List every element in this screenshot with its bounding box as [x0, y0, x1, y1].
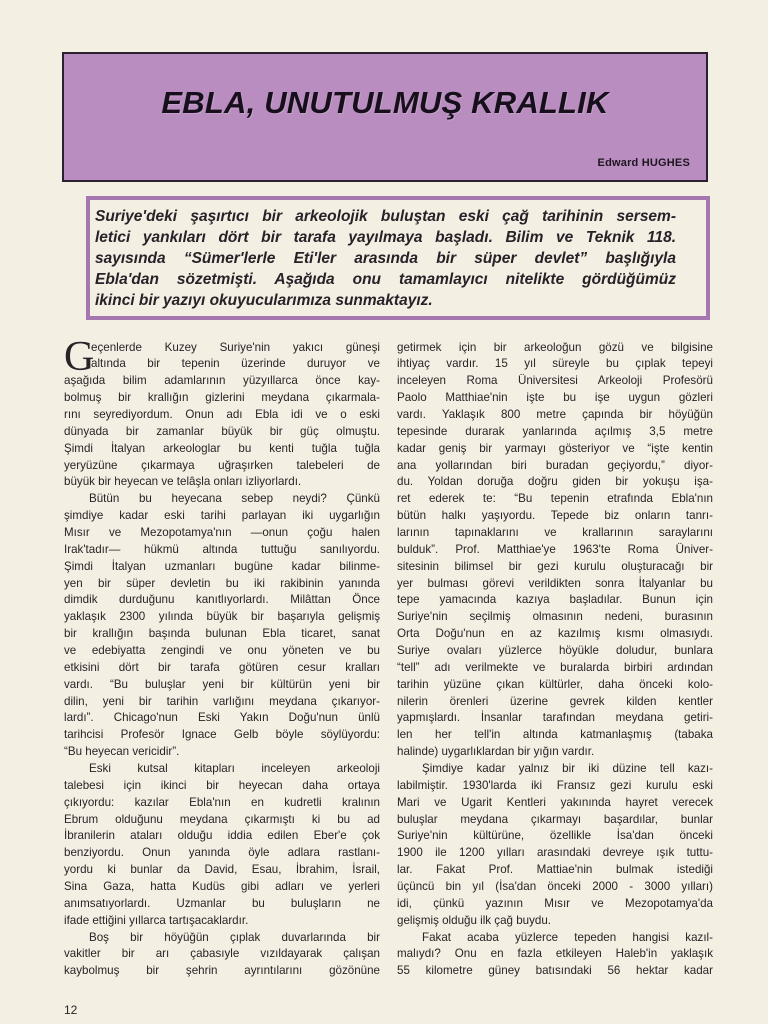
body-line: Boş bir höyüğün çıplak duvarlarında bir	[89, 930, 380, 944]
body-line: yen bir süper devletin bu iki rakibinin yanında	[64, 576, 380, 590]
body-line: larının tapınaklarını ve krallarının saraylarını	[397, 525, 713, 539]
body-line: Suriye ovaları yüzlerce höyükle doludur, bunlara	[397, 643, 713, 657]
body-line: tarihin yüzüne çıkan kültürler, daha önceki kolo-	[397, 677, 713, 691]
body-line: bütün halkı yaşıyordu. Tepede biz onların tanrı-	[397, 509, 713, 523]
body-line: Paolo Matthiae'nin işte bu işe uygun gözleri	[397, 391, 713, 405]
body-line: Mısır ve Mezopotamya'nın —onun çoğu halen	[64, 525, 380, 539]
body-line: aşağıda bilim adamlarının yüzyıllarca önce kay-	[64, 374, 380, 388]
body-line: benziyordu. Onun yanında öyle adlara rastlanı-	[64, 846, 380, 860]
body-line: anımsatıyorlardı. Uzmanlar bu buluşların ne	[64, 896, 380, 910]
body-line: gelişmiş olduğu ilk çağ buydu.	[397, 913, 552, 927]
body-line: du. Yoldan doruğa doğru giden bir yokuşu işa-	[397, 475, 713, 489]
body-line: Mari ve Ugarit Kentleri yakınında hayret verecek	[397, 795, 713, 809]
page-number: 12	[64, 1003, 78, 1017]
body-line: buluşlar meydana çıkarmayı başardılar, bunlar	[397, 812, 713, 826]
body-line: etkisini dört bir tarafa götüren cesur kralları	[64, 660, 380, 674]
body-line: ihtiyaç vardır. 15 yıl süreyle bu çıplak tepeyi	[397, 357, 713, 371]
body-line: Şimdiye kadar yalnız bir iki düzine tell kazı-	[422, 761, 713, 775]
body-line: eçenlerde Kuzey Suriye'nin yakıcı güneşi	[91, 340, 380, 354]
body-line: vakitler bir arı çabasıyle vızıldayarak çalışan	[64, 947, 380, 961]
body-line: tepesinde durarak yanlarında açılmış 3,5 metre	[397, 424, 713, 438]
intro-line: Suriye'deki şaşırtıcı bir arkeolojik buluştan eski çağ tarihinin sersem-	[95, 207, 676, 225]
body-line: bolmuş bir krallığın gizlerini meydana çıkarmala-	[64, 391, 380, 405]
body-line: labilmiştir. 1930'larda iki Fransız gezi kurulu eski	[397, 778, 713, 792]
body-line: Eski kutsal kitapları inceleyen arkeoloji	[89, 761, 380, 775]
body-line: getirmek için bir arkeoloğun gözü ve bilgisine	[397, 340, 713, 354]
body-line: ret ederek te: “Bu tepenin etrafında Ebla'nın	[397, 492, 713, 506]
body-line: idi, çünkü yazının Mısır ve Mezopotamya'da	[397, 896, 713, 910]
body-line: Ebrum olduğunu meydana çıkarmıştı ki bu ad	[64, 812, 380, 826]
body-line: Fakat acaba yüzlerce tepeden hangisi kazıl-	[422, 930, 713, 944]
body-line: nilerin örenleri üzerine gevrek kilden kentler	[397, 694, 713, 708]
title-banner	[62, 52, 708, 182]
body-line: tarihcisi Profesör Ignace Gelb böyle söylüyordu:	[64, 728, 380, 742]
body-line: Suriye'nin kültürüne, özellikle İsa'dan önceki	[397, 829, 713, 843]
body-line: halinde) uygarlıklardan bir yığın vardır.	[397, 745, 595, 759]
body-line: inceleyen Roma Üniversitesi Arkeoloji Profesörü	[397, 374, 713, 388]
body-line: lardı”. Chicago'nun Eski Yakın Doğu'nun ünlü	[64, 711, 380, 725]
intro-line: Ebla'dan sözetmişti. Aşağıda onu tamamlayıcı nitelikte gördüğümüz	[95, 270, 676, 288]
body-line: yaklaşık 2300 yılında büyük bir başarıyla gelişmiş	[64, 610, 380, 624]
body-line: talebesi için ikinci bir heyecan daha ortaya	[64, 778, 380, 792]
body-line: bir krallığın başında bulunan Ebla ticaret, sanat	[64, 627, 380, 641]
body-line: kaybolmuş bir şehrin ayrıntılarını gözönüne	[64, 964, 380, 978]
body-line: büyük bir heyecan ve telâşla onları izliyorlardı.	[64, 475, 302, 489]
body-line: dilin, yeni bir tarihin varlığını meydana çıkarıyor-	[64, 694, 380, 708]
intro-line: sayısında “Sümer'lerle Eti'ler arasında bir süper devlet” başlığıyla	[95, 249, 676, 267]
body-line: İbranilerin ataları olduğu iddia edilen Eber'e çok	[64, 829, 380, 843]
article-column-right	[397, 340, 713, 981]
intro-line: ikinci bir yazıyı okuyucularımıza sunmaktayız.	[95, 291, 433, 309]
body-line: dünyada bir zamanlar büyük bir güç olmuştu.	[64, 424, 380, 438]
body-line: bulduk”. Prof. Matthiae'ye 1963'te Roma Üniver-	[397, 542, 713, 556]
body-line: ve edebiyatta zengindi ve onu yöneten ve bu	[64, 643, 380, 657]
body-line: ifade ettiğini yıllarca tartışacaklardır.	[64, 913, 249, 927]
body-line: sitesinin bilimsel bir gezi kurulu oluşturacağı bir	[397, 559, 713, 573]
intro-box	[86, 196, 710, 320]
body-line: Orta Doğu'nun en az kazılmış kısmı olmasıydı.	[397, 627, 713, 641]
body-line: vardı. “Bu buluşlar yeni bir kültürün yeni bir	[64, 677, 380, 691]
body-line: yer bulması görevi verildikten sonra İtalyanlar bu	[397, 576, 713, 590]
intro-line: letici yankıları dört bir tarafa yayılmaya başladı. Bilim ve Teknik 118.	[95, 228, 676, 246]
body-line: “tell” adı verilmekte ve buralarda birbiri ardından	[397, 660, 713, 674]
body-line: ana yollarından biri buradan geçiyordu,” diyor-	[397, 458, 713, 472]
body-line: 55 kilometre güney batısındaki 56 hektar kadar	[397, 964, 713, 978]
body-line: rını seyrediyordum. Onun adı Ebla idi ve o eski	[64, 407, 380, 421]
body-line: üçüncü bin yıl (İsa'dan önceki 2000 - 3000 yılları)	[397, 880, 713, 893]
body-line: malıydı? Onu en fazla etkileyen Haleb'in yaklaşık	[397, 947, 713, 961]
author-byline: Edward HUGHES	[597, 157, 690, 169]
body-line: dimdik durduğunu kanıtlıyorlardı. Milâttan Önce	[64, 593, 380, 607]
body-line: şimdiye kadar eski tarihi parlayan iki uygarlığın	[64, 509, 380, 523]
drop-cap: G	[64, 333, 95, 380]
body-line: Suriye'nin seçilmiş olmasının nedeni, burasının	[397, 610, 713, 624]
body-line: 1900 ile 1200 yılları arasındaki devreye ışık tuttu-	[397, 846, 713, 860]
body-line: altında bir tepenin üzerinde duruyor ve	[91, 357, 380, 371]
body-line: Sina Gaza, hatta Kudüs gibi adları ve yerleri	[64, 880, 380, 893]
body-line: vardı. Yaklaşık 800 metre çapında bir höyüğün	[397, 407, 713, 421]
body-line: yordu ki bunlar da David, Esau, İbrahim, İsrail,	[64, 863, 380, 877]
body-line: Bütün bu heyecana sebep neydi? Çünkü	[89, 492, 380, 506]
body-line: yapmışlardı. İnsanlar tarafından meydana getiri-	[397, 711, 713, 725]
article-column-left	[64, 333, 380, 981]
body-line: “Bu heyecan vericidir”.	[64, 745, 180, 759]
article-title: EBLA, UNUTULMUŞ KRALLIK	[161, 85, 609, 120]
body-line: kadar geniş bir yarmayı gösteriyor ve “işte kentin	[397, 441, 713, 455]
body-line: Şimdi İtalyan arkeologlar bu kenti tuğla tuğla	[64, 441, 380, 455]
body-line: Irak'tadır— hükmü altında tuttuğu sanılıyordu.	[64, 542, 380, 556]
body-line: yeryüzüne çıkarmaya uğraşırken talebeleri de	[64, 458, 380, 472]
body-line: len her tell'in altında katmanlaşmış (tabaka	[397, 728, 713, 742]
body-line: lar. Fakat Prof. Mattiae'nin bulmak istediği	[397, 863, 713, 877]
body-line: çıkıyordu: kazılar Ebla'nın en kudretli kralının	[64, 795, 380, 809]
body-line: tepe yamacında kazıya başladılar. Bunun için	[397, 593, 713, 607]
body-line: Şimdi İtalyan uzmanları bugüne kadar bilinme-	[64, 559, 380, 573]
